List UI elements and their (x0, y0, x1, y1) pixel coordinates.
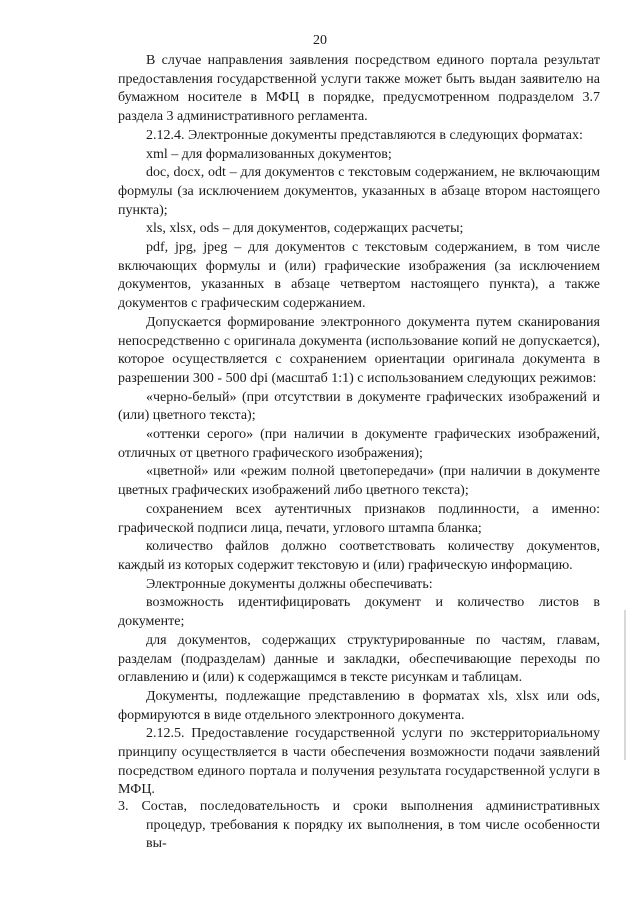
paragraph: Документы, подлежащие представлению в форматах xls, xlsx или ods, формируются в виде отдельного электронного документа. (118, 688, 600, 723)
paragraph: «цветной» или «режим полной цветопередачи» (при наличии в документе цветных графических изображений либо цветного текста); (118, 464, 600, 499)
paragraph: doc, docx, odt – для документов с текстовым содержанием, не включающим формулы (за исключением документов, указанных в абзаце втором настоящего пункта); (118, 165, 600, 218)
paragraph: В случае направления заявления посредством единого портала результат предоставления государственной услуги также может быть выдан заявителю на бумажном носителе в МФЦ в порядке, предусмотренном подразделом 3.7 раздела 3 административного регламента. (118, 53, 600, 125)
paragraph: сохранением всех аутентичных признаков подлинности, а именно: графической подписи лица, печати, углового штампа бланка; (118, 501, 600, 536)
paragraph: возможность идентифицировать документ и количество листов в документе; (118, 595, 600, 630)
paragraph: Электронные документы должны обеспечивать: (146, 576, 433, 592)
paragraph: xls, xlsx, ods – для документов, содержащих расчеты; (146, 221, 464, 237)
paragraph: Допускается формирование электронного документа путем сканирования непосредственно с оригинала документа (использование копий не допускается), которое осуществляется с сохранением ориентации оригинала документа в разрешении 300 - 500 dpi (масштаб 1:1) с использованием следующих режимов: (118, 314, 600, 386)
paragraph: «оттенки серого» (при наличии в документе графических изображений, отличных от цветного графического изображения); (118, 427, 600, 461)
body-text (118, 52, 600, 800)
paragraph: xml – для формализованных документов; (146, 146, 392, 162)
section-heading (118, 798, 600, 854)
paragraph: для документов, содержащих структурированные по частям, главам, разделам (подразделам) данные и закладки, обеспечивающие переходы по оглавлению и (или) к содержащимся в тексте рисункам и таблицам. (118, 632, 600, 686)
paragraph: «черно-белый» (при отсутствии в документе графических изображений и (или) цветного текста); (118, 389, 600, 424)
paragraph: 2.12.5. Предоставление государственной услуги по экстерриториальному принципу осуществляется в части обеспечения возможности подачи заявлений посредством единого портала и получения результата государственной услуги в МФЦ. (118, 726, 600, 798)
paragraph: 2.12.4. Электронные документы представляются в следующих форматах: (146, 127, 583, 143)
page-number: 20 (313, 33, 327, 48)
scan-margin-mark (624, 610, 626, 760)
section-heading-text: 3. Состав, последовательность и сроки выполнения административных процедур, требования к порядку их выполнения, в том числе особенности вы- (118, 799, 600, 852)
paragraph: pdf, jpg, jpeg – для документов с текстовым содержанием, в том числе включающих формулы и (или) графические изображения (за исключением документов, указанных в абзаце четвертом настоящего пункта), а также документов с графическим содержанием. (118, 240, 600, 312)
paragraph: количество файлов должно соответствовать количеству документов, каждый из которых содержит текстовую и (или) графическую информацию. (118, 539, 600, 573)
